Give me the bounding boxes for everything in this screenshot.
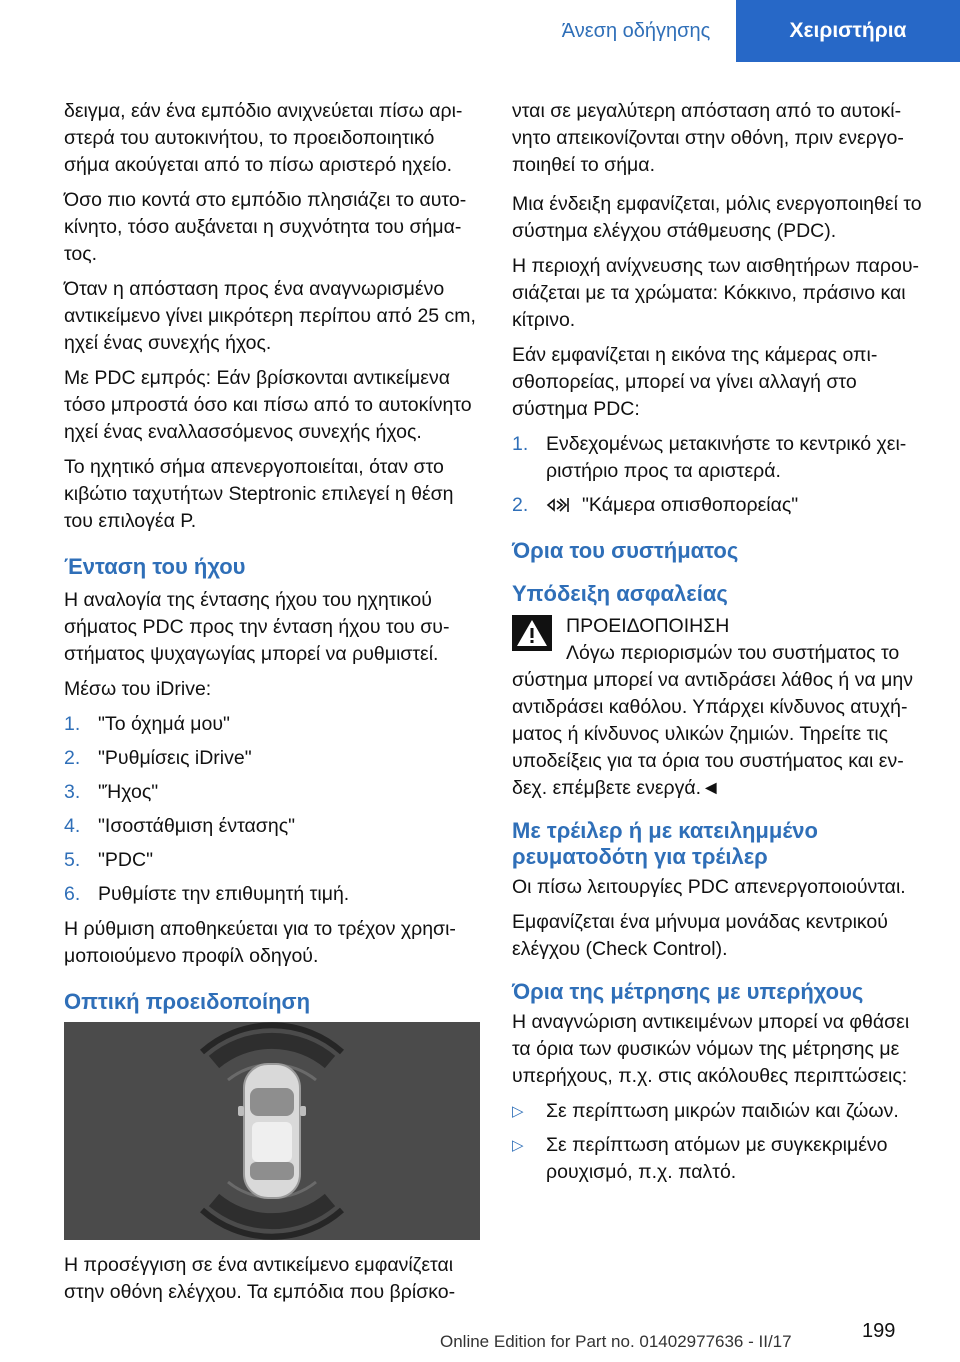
paragraph: Μέσω του iDrive: xyxy=(64,678,212,700)
right-column xyxy=(512,98,928,1194)
list-item xyxy=(512,431,928,485)
paragraph: Όσο πιο κοντά στο εμπόδιο πλησιάζει το αυτο-κίνητο, τόσο αυξάνεται η συχνότητα του σήμα-τος. xyxy=(64,189,467,265)
idrive-steps-list xyxy=(64,711,480,908)
list-item xyxy=(64,779,480,806)
paragraph: Η προσέγγιση σε ένα αντικείμενο εμφανίζεται στην οθόνη ελέγχου. Τα εμπόδια που βρίσκο- xyxy=(64,1254,456,1303)
step-number: 1. xyxy=(512,433,529,455)
step-number: 6. xyxy=(64,883,81,905)
bullet-text: Σε περίπτωση μικρών παιδιών και ζώων. xyxy=(546,1100,899,1122)
step-text: "PDC" xyxy=(98,849,154,871)
paragraph: Η αναγνώριση αντικειμένων μπορεί να φθάσει τα όρια των φυσικών νόμων της μέτρησης με υπερήχους, π.χ. στις ακόλουθες περιπτώσεις: xyxy=(512,1011,910,1087)
step-text: "Ρυθμίσεις iDrive" xyxy=(98,747,252,769)
warning-block xyxy=(512,613,928,802)
list-item xyxy=(64,813,480,840)
subsection-heading-safety: Υπόδειξη ασφαλείας xyxy=(512,581,728,606)
step-number: 3. xyxy=(64,781,81,803)
section-heading-volume: Ένταση του ήχου xyxy=(64,554,246,579)
subsection-heading-ultrasonic-limits: Όρια της μέτρησης με υπερήχους xyxy=(512,979,864,1004)
footer-edition: Online Edition for Part no. 01402977636 - II/17 xyxy=(440,1332,792,1351)
list-item xyxy=(512,492,928,519)
step-text: "Το όχημά μου" xyxy=(98,713,230,735)
paragraph: Με PDC εμπρός: Εάν βρίσκονται αντικείμενα τόσο μπροστά όσο και πίσω από το αυτοκίνητο ηχεί ένας εναλλασσόμενος συνεχής ήχος. xyxy=(64,367,472,443)
paragraph: Όταν η απόσταση προς ένα αναγνωρισμένο αντικείμενο γίνει μικρότερη περίπου από 25 cm, ηχεί ένας συνεχής ήχος. xyxy=(64,278,476,354)
list-item xyxy=(512,1132,928,1186)
warning-triangle-icon xyxy=(512,615,552,651)
header-section-title: Άνεση οδήγησης xyxy=(561,19,711,42)
list-item xyxy=(64,881,480,908)
paragraph: Η περιοχή ανίχνευσης των αισθητήρων παρου-σιάζεται με τα χρώματα: Κόκκινο, πράσινο και κίτρινο. xyxy=(512,255,920,331)
paragraph: δειγμα, εάν ένα εμπόδιο ανιχνεύεται πίσω αρι-στερά του αυτοκινήτου, το προειδοποιητικό σήμα ακούγεται από το πίσω αριστερό ηχείο. xyxy=(64,100,463,176)
bullet-marker: ▷ xyxy=(512,1103,524,1120)
ultrasonic-cases-list xyxy=(512,1098,928,1186)
paragraph: Η αναλογία της έντασης ήχου του ηχητικού σήματος PDC προς την ένταση ήχου του συ-στήματος ψυχαγωγίας μπορεί να ρυθμιστεί. xyxy=(64,589,450,665)
step-text: "Κάμερα οπισθοπορείας" xyxy=(582,494,799,516)
section-heading-system-limits: Όρια του συστήματος xyxy=(512,538,739,563)
paragraph: Εάν εμφανίζεται η εικόνα της κάμερας οπι-σθοπορείας, μπορεί να γίνει αλλαγή στο σύστημα PDC: xyxy=(512,344,878,420)
step-number: 2. xyxy=(64,747,81,769)
section-heading-visual-warning: Οπτική προειδοποίηση xyxy=(64,989,311,1014)
paragraph: Εμφανίζεται ένα μήνυμα μονάδας κεντρικού ελέγχου (Check Control). xyxy=(512,911,888,960)
paragraph: Οι πίσω λειτουργίες PDC απενεργοποιούνται. xyxy=(512,876,906,898)
header-chapter-tab: Χειριστήρια xyxy=(736,0,960,62)
step-number: 4. xyxy=(64,815,81,837)
bullet-marker: ▷ xyxy=(512,1137,524,1154)
pdc-display-image xyxy=(64,1022,480,1240)
list-item xyxy=(64,847,480,874)
rear-camera-icon xyxy=(546,496,572,514)
left-column xyxy=(64,98,480,1314)
page-number: 199 xyxy=(862,1320,896,1342)
paragraph: νται σε μεγαλύτερη απόσταση από το αυτοκί-νητο απεικονίζονται στην οθόνη, πριν ενεργο-ποιηθεί το σήμα. xyxy=(512,100,904,176)
warning-text: Λόγω περιορισμών του συστήματος το σύστημα μπορεί να αντιδράσει λάθος ή να μην αντιδράσει καθόλου. Υπάρχει κίνδυνος ατυχή-ματος ή κίνδυνος υλικών ζημιών. Τηρείτε τις υποδείξεις για τα όρια του συστήματος και εν-δεχ. επέμβετε ενεργά.◄ xyxy=(512,642,913,799)
bullet-text: Σε περίπτωση ατόμων με συγκεκριμένο ρουχισμό, π.χ. παλτό. xyxy=(546,1134,888,1183)
step-text: "Ισοστάθμιση έντασης" xyxy=(98,815,296,837)
step-number: 5. xyxy=(64,849,81,871)
step-number: 1. xyxy=(64,713,81,735)
list-item xyxy=(64,711,480,738)
pdc-car-graphic xyxy=(64,1022,480,1240)
subsection-heading-trailer: Με τρέιλερ ή με κατειλημμένο ρευματοδότη για τρέιλερ xyxy=(512,818,818,869)
step-text: Ρυθμίστε την επιθυμητή τιμή. xyxy=(98,883,350,905)
camera-steps-list xyxy=(512,431,928,519)
step-text: Ενδεχομένως μετακινήστε το κεντρικό χει-ριστήριο προς τα αριστερά. xyxy=(546,433,907,482)
page-header xyxy=(0,0,960,62)
list-item xyxy=(512,1098,928,1125)
list-item xyxy=(64,745,480,772)
paragraph: Το ηχητικό σήμα απενεργοποιείται, όταν στο κιβώτιο ταχυτήτων Steptronic επιλεγεί η θέση του επιλογέα P. xyxy=(64,456,454,532)
step-number: 2. xyxy=(512,494,529,516)
step-text: "Ήχος" xyxy=(98,781,159,803)
paragraph: Η ρύθμιση αποθηκεύεται για το τρέχον χρησι-μοποιούμενο προφίλ οδηγού. xyxy=(64,918,456,967)
warning-title: ΠΡΟΕΙΔΟΠΟΙΗΣΗ xyxy=(566,615,730,637)
paragraph: Μια ένδειξη εμφανίζεται, μόλις ενεργοποιηθεί το σύστημα ελέγχου στάθμευσης (PDC). xyxy=(512,193,922,242)
